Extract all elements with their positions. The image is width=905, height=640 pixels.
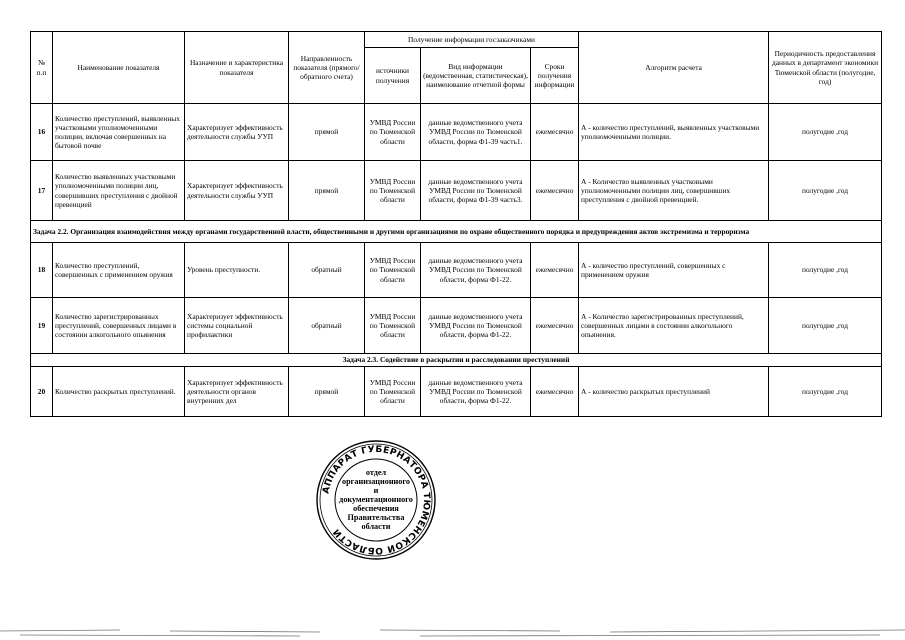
table-row — [31, 161, 882, 221]
header-info-group: Получение информации госзаказчиками — [365, 32, 579, 48]
seal-center-line: документационного — [339, 495, 413, 504]
cell-period: полугодие ,год — [769, 367, 882, 417]
cell-direction: прямой — [289, 367, 365, 417]
cell-indicator-name: Количество зарегистрированных преступлений, совершенных лицами в состоянии алкогольного опьянения — [53, 298, 185, 354]
cell-purpose: Характеризует эффективность деятельности органов внутренних дел — [185, 367, 289, 417]
cell-direction: обратный — [289, 243, 365, 298]
cell-info-type: данные ведомственного учета УМВД России по Тюменской области, форма Ф1-39 часть1. — [421, 104, 531, 161]
cell-info-type: данные ведомственного учета УМВД России по Тюменской области, форма Ф1-22. — [421, 298, 531, 354]
cell-algorithm: А - количество раскрытых преступлений — [579, 367, 769, 417]
cell-direction: прямой — [289, 161, 365, 221]
header-sources: источники получения — [365, 48, 421, 104]
cell-source: УМВД России по Тюменской области — [365, 298, 421, 354]
task-2-3-heading: Задача 2.3. Содействие в раскрытии и расследовании преступлений — [31, 354, 882, 367]
official-seal — [314, 438, 438, 562]
cell-period: полугодие ,год — [769, 298, 882, 354]
cell-row-number: 17 — [31, 161, 53, 221]
cell-info-type: данные ведомственного учета УМВД России по Тюменской области, форма Ф1-22. — [421, 367, 531, 417]
header-terms: Сроки получения информации — [531, 48, 579, 104]
cell-purpose: Характеризует эффективность системы социальной профилактики — [185, 298, 289, 354]
header-name: Наименование показателя — [53, 32, 185, 104]
rows-group-a — [31, 104, 882, 221]
cell-info-type: данные ведомственного учета УМВД России по Тюменской области, форма Ф1-39 часть3. — [421, 161, 531, 221]
header-no: № п.п — [31, 32, 53, 104]
cell-purpose: Уровень преступности. — [185, 243, 289, 298]
task-2-3-section — [31, 354, 882, 367]
rows-group-c — [31, 367, 882, 417]
cell-period: полугодие ,год — [769, 104, 882, 161]
cell-terms: ежемесячно — [531, 243, 579, 298]
table-row — [31, 298, 882, 354]
table-header — [31, 32, 882, 104]
header-purpose: Назначение и характеристика показателя — [185, 32, 289, 104]
seal-center-line: отдел — [365, 468, 387, 477]
cell-info-type: данные ведомственного учета УМВД России по Тюменской области, форма Ф1-22. — [421, 243, 531, 298]
cell-source: УМВД России по Тюменской области — [365, 161, 421, 221]
scan-artifact-lines — [0, 600, 905, 640]
seal-center-line: Правительства — [347, 513, 405, 522]
cell-source: УМВД России по Тюменской области — [365, 243, 421, 298]
cell-algorithm: А - количество преступлений, совершенных с применением оружия — [579, 243, 769, 298]
cell-row-number: 19 — [31, 298, 53, 354]
cell-terms: ежемесячно — [531, 161, 579, 221]
cell-terms: ежемесячно — [531, 367, 579, 417]
cell-algorithm: А - Количество выявленных участковыми уполномоченными полиции лиц, совершивших преступления с двойной превенцией. — [579, 161, 769, 221]
header-algorithm: Алгоритм расчета — [579, 32, 769, 104]
cell-source: УМВД России по Тюменской области — [365, 367, 421, 417]
cell-row-number: 16 — [31, 104, 53, 161]
cell-purpose: Характеризует эффективность деятельности службы УУП — [185, 161, 289, 221]
seal-ring-text: АППАРАТ ГУБЕРНАТОРА ТЮМЕНСКОЙ ОБЛАСТИ — [321, 444, 432, 556]
cell-source: УМВД России по Тюменской области — [365, 104, 421, 161]
cell-period: полугодие ,год — [769, 243, 882, 298]
cell-terms: ежемесячно — [531, 298, 579, 354]
seal-center-line: организационного — [342, 477, 410, 486]
cell-direction: прямой — [289, 104, 365, 161]
cell-row-number: 20 — [31, 367, 53, 417]
table-row — [31, 243, 882, 298]
cell-indicator-name: Количество выявленных участковыми уполномоченными полиции лиц, совершивших преступления с двойной превенцией — [53, 161, 185, 221]
task-2-2-heading: Задача 2.2. Организация взаимодействия между органами государственной власти, общественными и другими организациями по охране общественного порядка и предупреждения актов экстремизма и терроризма — [31, 221, 882, 243]
seal-center-line: обеспечения — [353, 504, 399, 513]
task-2-2-section — [31, 221, 882, 243]
table-row — [31, 367, 882, 417]
seal-center-line: области — [361, 522, 391, 531]
cell-algorithm: А - количество преступлений, выявленных участковыми уполномоченными полиции. — [579, 104, 769, 161]
cell-indicator-name: Количество раскрытых преступлений. — [53, 367, 185, 417]
table-row — [31, 104, 882, 161]
cell-indicator-name: Количество преступлений, выявленных участковыми уполномоченными полиции, включая совершенных на бытовой почве — [53, 104, 185, 161]
cell-direction: обратный — [289, 298, 365, 354]
cell-algorithm: А - Количество зарегистрированных преступлений, совершенных лицами в состоянии алкогольного опьянения. — [579, 298, 769, 354]
header-direction: Направленность показателя (прямого/обратного счета) — [289, 32, 365, 104]
header-type: Вид информации (ведомственная, статистическая), наименование отчетной формы — [421, 48, 531, 104]
indicator-table — [30, 31, 882, 417]
cell-row-number: 18 — [31, 243, 53, 298]
cell-period: полугодие ,год — [769, 161, 882, 221]
cell-indicator-name: Количество преступлений, совершенных с применением оружия — [53, 243, 185, 298]
cell-terms: ежемесячно — [531, 104, 579, 161]
rows-group-b — [31, 243, 882, 354]
header-period: Периодичность предоставления данных в департамент экономики Тюменской области (полугодие, год) — [769, 32, 882, 104]
cell-purpose: Характеризует эффективность деятельности службы УУП — [185, 104, 289, 161]
seal-center-line: и — [373, 486, 379, 495]
